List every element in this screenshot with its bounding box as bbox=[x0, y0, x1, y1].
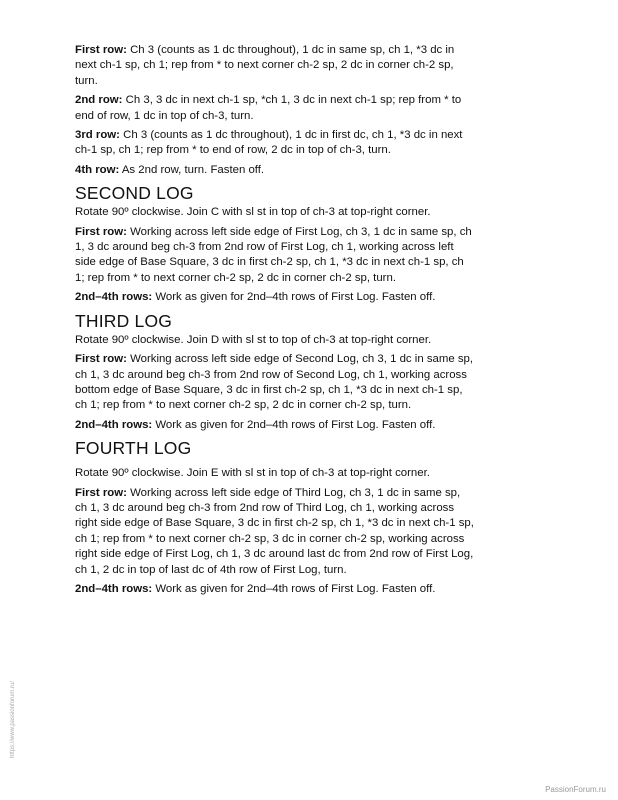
row-text: Working across left side edge of First Log, ch 3, 1 dc in same sp, ch 1, 3 dc around beg ch-3 from 2nd row of First Log, ch 1, working across left side edge of Base Square, 3 dc in first ch-2 sp, ch 1, *3 dc in next ch-1 sp, ch 1; rep from * to next corner ch-2 sp, 2 dc in corner ch-2 sp, turn. bbox=[75, 225, 472, 284]
row-label: 2nd row: bbox=[75, 94, 123, 107]
row-first bbox=[75, 352, 475, 414]
side-watermark: https://www.passionforum.ru/ bbox=[10, 680, 16, 758]
section-heading: FOURTH LOG bbox=[75, 438, 192, 459]
row-text: Work as given for 2nd–4th rows of First Log. Fasten off. bbox=[152, 582, 436, 595]
row-first bbox=[75, 486, 475, 578]
row-first bbox=[75, 43, 475, 89]
row-label: First row: bbox=[75, 486, 127, 499]
section-first-log bbox=[75, 43, 475, 178]
row-label: 2nd–4th rows: bbox=[75, 291, 153, 304]
row-label: First row: bbox=[75, 225, 127, 238]
footer-watermark: PassionForum.ru bbox=[545, 785, 606, 794]
row-intro bbox=[75, 205, 475, 220]
row-label: First row: bbox=[75, 44, 127, 56]
row-text: Rotate 90º clockwise. Join C with sl st in top of ch-3 at top-right corner. bbox=[75, 206, 431, 219]
section-heading: THIRD LOG bbox=[75, 310, 173, 331]
section-third-log bbox=[75, 311, 475, 433]
row-text: Work as given for 2nd–4th rows of First Log. Fasten off. bbox=[152, 291, 436, 304]
row-text: Working across left side edge of Second Log, ch 3, 1 dc in same sp, ch 1, 3 dc around beg ch-3 from 2nd row of Second Log, ch 1, working across bottom edge of Base Square, 3 dc in first ch-2 sp, ch 1, *3 dc in next ch-1 sp, ch 1; rep from * to next corner ch-2 sp, 2 dc in corner ch-2 sp, turn. bbox=[75, 353, 474, 412]
row-text: As 2nd row, turn. Fasten off. bbox=[119, 163, 265, 176]
row-second-fourth bbox=[75, 582, 475, 597]
row-text: Rotate 90º clockwise. Join E with sl st in top of ch-3 at top-right corner. bbox=[75, 467, 430, 480]
pattern-page bbox=[75, 43, 475, 601]
row-text: Rotate 90º clockwise. Join D with sl st to top of ch-3 at top-right corner. bbox=[75, 333, 432, 346]
row-label: 2nd–4th rows: bbox=[75, 582, 153, 595]
row-text: Work as given for 2nd–4th rows of First Log. Fasten off. bbox=[152, 418, 436, 431]
row-second bbox=[75, 93, 475, 124]
row-intro bbox=[75, 466, 475, 481]
row-second-fourth bbox=[75, 290, 475, 305]
section-fourth-log bbox=[75, 438, 475, 597]
row-first bbox=[75, 225, 475, 287]
row-text: Ch 3, 3 dc in next ch-1 sp, *ch 1, 3 dc in next ch-1 sp; rep from * to end of row, 1 dc in top of ch-3, turn. bbox=[75, 94, 462, 122]
row-label: 4th row: bbox=[75, 163, 120, 176]
row-intro bbox=[75, 333, 475, 348]
row-text: Ch 3 (counts as 1 dc throughout), 1 dc in same sp, ch 1, *3 dc in next ch-1 sp, ch 1; rep from * to next corner ch-2 sp, 2 dc in corner ch-2 sp, turn. bbox=[75, 44, 455, 87]
row-second-fourth bbox=[75, 418, 475, 433]
row-fourth bbox=[75, 163, 475, 178]
row-label: First row: bbox=[75, 353, 127, 366]
section-heading: SECOND LOG bbox=[75, 183, 194, 204]
section-second-log bbox=[75, 183, 475, 305]
row-text: Working across left side edge of Third Log, ch 3, 1 dc in same sp, ch 1, 3 dc around beg ch-3 from 2nd row of Third Log, ch 1, working across right side edge of Base Square, 3 dc in first ch-2 sp, ch 1, *3 dc in next ch-1 sp, ch 1; rep from * to next corner ch-2 sp, 3 dc in corner ch-2 sp, working across right side edge of First Log, ch 1, 3 dc around last dc from 2nd row of First Log, ch 1, 2 dc in top of last dc of 4th row of First Log, turn. bbox=[75, 486, 474, 576]
row-third bbox=[75, 128, 475, 159]
row-text: Ch 3 (counts as 1 dc throughout), 1 dc in first dc, ch 1, *3 dc in next ch-1 sp, ch 1; rep from * to end of row, 2 dc in top of ch-3, turn. bbox=[75, 129, 463, 157]
row-label: 2nd–4th rows: bbox=[75, 418, 153, 431]
row-label: 3rd row: bbox=[75, 129, 120, 142]
